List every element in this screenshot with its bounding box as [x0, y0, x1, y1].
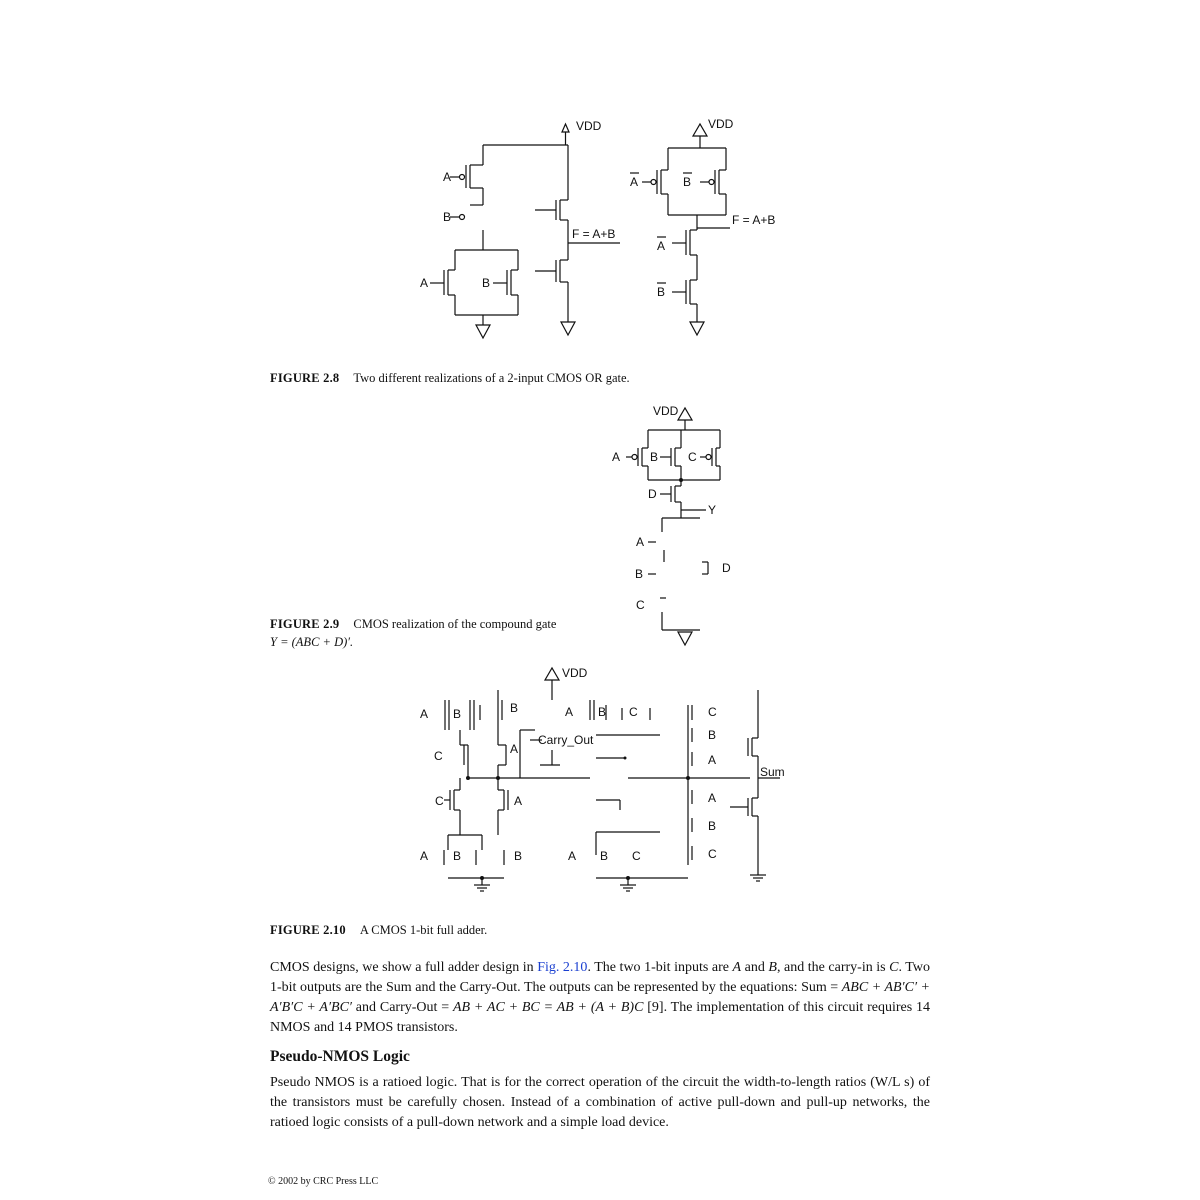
fa-b2: B: [510, 701, 519, 715]
fa-a1: A: [420, 707, 429, 721]
vdd-triangle: [562, 124, 569, 132]
figure-2-9-diagram: [600, 400, 750, 650]
fa-r-a1: A: [708, 753, 717, 767]
ground-symbol: [561, 322, 575, 335]
caption-text: A CMOS 1-bit full adder.: [359, 923, 488, 937]
caption-text: Two different realizations of a 2-input CMOS OR gate.: [353, 371, 630, 385]
fa-a2: A: [510, 742, 519, 756]
figure-2-9-caption: [270, 615, 556, 651]
section-heading: Pseudo-NMOS Logic: [270, 1048, 410, 1065]
fig28-right-circuit: [630, 117, 775, 335]
fa-c2: C: [435, 794, 444, 808]
vdd-label: VDD: [653, 404, 679, 418]
vdd-label: VDD: [708, 117, 734, 131]
caption-text: CMOS realization of the compound gate: [353, 617, 557, 631]
fig29-in-d: D: [648, 487, 657, 501]
body-paragraph-1: [270, 958, 930, 1038]
fig28-left-circuit: [420, 119, 620, 338]
text-run: CMOS designs, we show a full adder design in: [270, 960, 538, 975]
figure-2-10-caption: [270, 923, 487, 938]
fa-b1: B: [453, 707, 462, 721]
fa-c1: C: [434, 749, 443, 763]
fa-r-c1: C: [708, 705, 717, 719]
caption-equation: Y = (ABC + D)′.: [270, 635, 354, 649]
fig29-n-d: D: [722, 561, 731, 575]
vdd-label: VDD: [562, 666, 588, 680]
fa-r-a2: A: [708, 791, 717, 805]
fig28-in-a: A: [443, 170, 452, 184]
fa-a5: A: [565, 705, 574, 719]
text-run: [9]. The implementation of this circuit requires 14 NMOS and 14 PMOS transistors.: [270, 1000, 930, 1035]
vdd-triangle: [693, 124, 707, 136]
figure-label: FIGURE 2.8: [270, 371, 340, 385]
vdd-label: VDD: [576, 119, 602, 133]
figure-2-8-diagram: [410, 110, 800, 345]
ground-symbol: [678, 632, 692, 645]
body-paragraph-2: Pseudo NMOS is a ratioed logic. That is for the correct operation of the circuit the width-to-length ratios (W/L s) of the transistors must be carefully chosen. Instead of a combination of active pull-down and pull-up networks, the ratioed logic consists of a pull-down network and a simple load device.: [270, 1075, 930, 1130]
ground-symbol: [476, 325, 490, 338]
fig29-output: Y: [708, 503, 717, 517]
vdd-triangle: [545, 668, 559, 680]
fig29-in-b: B: [650, 450, 659, 464]
fig28-pd-b-bar: B: [657, 285, 666, 299]
fa-a6: A: [568, 849, 577, 863]
fa-carry-out: Carry_Out: [538, 733, 594, 747]
fa-c3: C: [629, 705, 638, 719]
fa-c4: C: [632, 849, 641, 863]
fig29-in-c: C: [688, 450, 697, 464]
figure-label: FIGURE 2.10: [270, 923, 346, 937]
text-run: , and the carry-in is: [776, 960, 890, 975]
figure-2-10-diagram: [410, 660, 790, 900]
fa-sum: Sum: [760, 765, 785, 779]
fa-b6: B: [600, 849, 609, 863]
copyright-footer: © 2002 by CRC Press LLC: [268, 1176, 379, 1187]
figure-label: FIGURE 2.9: [270, 617, 340, 631]
fig29-in-a: A: [612, 450, 621, 464]
fa-b5: B: [598, 705, 607, 719]
fa-a4: A: [420, 849, 429, 863]
fa-b3: B: [453, 849, 462, 863]
fa-a3: A: [514, 794, 523, 808]
ground-symbol: [690, 322, 704, 335]
figure-2-8-caption: [270, 371, 630, 386]
fa-r-b1: B: [708, 728, 717, 742]
var-a: A: [732, 960, 742, 975]
carry-equation: AB + AC + BC = AB + (A + B)C: [452, 1000, 644, 1015]
text-run: and: [741, 960, 769, 975]
var-b: B: [768, 960, 777, 975]
fig28-pd-a-bar: A: [657, 239, 666, 253]
vdd-triangle: [678, 408, 692, 420]
fig29-n-a: A: [636, 535, 645, 549]
fig28-in-b-bar: B: [683, 175, 692, 189]
fa-r-c2: C: [708, 847, 717, 861]
sum-equation: ABC + AB′C′ + A′B′C + A′BC′: [270, 980, 931, 1015]
fig28-in-b: B: [443, 210, 452, 224]
text-run: and Carry-Out =: [351, 1000, 453, 1015]
fig28-output-left: F = A+B: [572, 227, 616, 241]
fig29-n-b: B: [635, 567, 644, 581]
fa-b4: B: [514, 849, 523, 863]
fig28-in-a-bar: A: [630, 175, 639, 189]
fig28-pd-a: A: [420, 276, 429, 290]
text-run: . The two 1-bit inputs are: [587, 960, 733, 975]
var-c: C: [889, 960, 899, 975]
figure-link[interactable]: Fig. 2.10: [537, 960, 588, 975]
fig28-pd-b: B: [482, 276, 491, 290]
fig28-output-right: F = A+B: [732, 213, 776, 227]
fa-r-b2: B: [708, 819, 717, 833]
text-run: . Two 1-bit outputs are the Sum and the Carry-Out. The outputs can be represented by the equations: Sum =: [270, 960, 930, 995]
fig29-n-c: C: [636, 598, 645, 612]
